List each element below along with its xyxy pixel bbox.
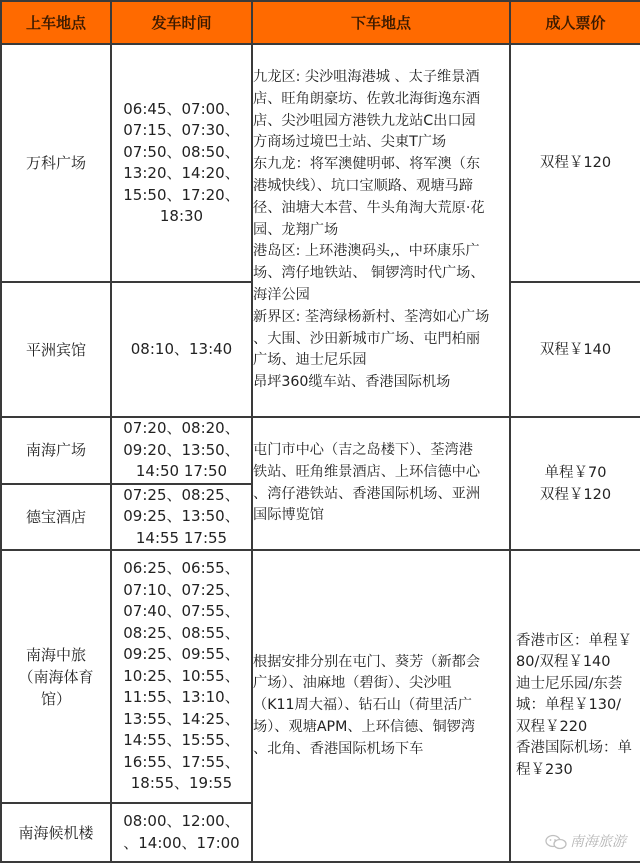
dropoff-line: 、大围、沙田新城市广场、屯門柏丽 [253,330,481,347]
time-line: 15:50、17:20、 [123,185,240,204]
dropoff-line: 店、尖沙咀园方港铁九龙站C出口园 [253,112,476,129]
times-cell [111,550,252,803]
time-line: 07:10、07:25、 [123,580,240,599]
dropoff-line: 屯门市中心（吉之岛楼下）、荃湾港 [253,441,473,458]
pickup-name: 馆） [40,689,71,708]
pickup-cell [1,417,111,484]
time-line: 13:55、14:25、 [123,709,240,728]
dropoff-line: 港岛区: 上环港澳码头,、中环康乐广 [253,243,480,260]
pickup-cell [1,484,111,551]
time-line: 07:40、07:55、 [123,602,240,621]
header-pickup: 上车地点 [1,1,111,44]
pickup-cell [1,44,111,282]
table-row [1,44,640,282]
price-line: 城：单程￥130/ [516,697,622,714]
times-cell [111,484,252,551]
dropoff-line: 广场）、油麻地（碧街）、尖沙咀 [253,675,452,692]
price-cell [510,44,640,282]
pickup-name: 南海中旅 [25,645,86,664]
price-line: 香港国际机场：单 [516,740,632,757]
header-adult-price: 成人票价 [510,1,640,44]
time-line: 07:50、08:50、 [123,142,240,161]
dropoff-line: （K11周大福）、钻石山（荷里活广 [253,697,472,714]
wechat-icon [545,834,567,850]
dropoff-line: 新界区: 荃湾绿杨新村、荃湾如心广场 [253,308,490,325]
time-line: 08:10、13:40 [130,339,233,358]
price-line: 香港市区：单程￥ [516,632,632,649]
pickup-cell [1,282,111,417]
pickup-name: 南海候机楼 [18,823,94,842]
time-line: 08:00、12:00、 [123,812,240,830]
table-row [1,550,640,803]
dropoff-line: 场、湾仔地铁站、 铜锣湾时代广场、 [253,265,485,282]
pickup-cell [1,550,111,803]
time-line: 06:45、07:00、 [123,99,240,118]
price-line: 双程￥220 [516,718,588,735]
time-line: 07:15、07:30、 [123,121,240,139]
pickup-name: 平洲宾馆 [25,340,86,359]
price-line: 双程￥120 [539,486,612,503]
price-line: 单程￥70 [544,464,607,481]
price-line: 程￥230 [516,761,573,778]
time-line: 18:55、19:55 [130,774,233,793]
time-line: 16:55、17:55、 [123,752,240,771]
price-cell [510,282,640,417]
time-line: 14:55、15:55、 [123,731,240,750]
price-line: 双程￥140 [539,341,612,358]
time-line: 14:50 17:50 [135,462,228,480]
dropoff-line: 港城快线）、坑口宝顺路、观塘马蹄 [253,178,473,194]
dropoff-line: 店、旺角朗豪坊、佐敦北海街逸东酒 [253,90,481,107]
time-line: 13:20、14:20、 [123,164,240,182]
watermark-text: 南海旅游 [570,833,626,850]
times-cell [111,803,252,862]
header-row [1,1,640,44]
dropoff-line: 根据安排分别在屯门、葵芳（新都会 [253,653,481,670]
header-departure-time: 发车时间 [111,1,252,44]
dropoff-line: 方商场过境巴士站、尖東T广场 [253,134,447,151]
price-line: 80/双程￥140 [516,654,611,671]
pickup-name: 南海广场 [25,441,86,460]
table-row [1,417,640,484]
dropoff-line: 东九龙：将军澳健明邨、将军澳（东 [253,156,481,173]
dropoff-line: 国际博览馆 [253,507,324,524]
time-line: 09:20、13:50、 [123,440,240,459]
price-line: 迪士尼乐园/东荟 [516,675,623,692]
pickup-name: 万科广场 [25,154,86,172]
dropoff-line: 场）、观塘APM、上环信德、铜锣湾 [253,718,476,735]
times-cell [111,417,252,484]
times-cell [111,282,252,417]
dropoff-line: 铁站、旺角维景酒店、上环信德中心 [253,463,481,480]
times-cell [111,44,252,282]
dropoff-line: 园、龙翔广场 [253,221,339,238]
time-line: 10:25、10:55、 [123,666,240,685]
time-line: 07:20、08:20、 [123,419,240,437]
dropoff-line: 九龙区: 尖沙咀海港城 、太子维景酒 [253,69,480,86]
time-line: 06:25、06:55、 [123,559,240,578]
header-dropoff: 下车地点 [252,1,510,44]
time-line: 09:25、13:50、 [123,507,240,525]
dropoff-line: 昂坪360缆车站、香港国际机场 [253,374,451,391]
time-line: 14:55 17:55 [135,528,228,547]
price-cell [510,417,640,550]
dropoff-line: 、北角、香港国际机场下车 [253,740,424,757]
time-line: 11:55、13:10、 [123,688,240,707]
time-line: 08:25、08:55、 [123,623,240,642]
pickup-cell [1,803,111,862]
dropoff-line: 径、油塘大本营、牛头角淘大荒原·花 [253,199,485,216]
dropoff-line: 广场、迪士尼乐园 [253,352,367,369]
dropoff-line: 、湾仔港铁站、香港国际机场、亚洲 [253,485,481,502]
pickup-name: （南海体育 [18,667,94,686]
pickup-name: 德宝酒店 [25,507,86,526]
dropoff-cell [252,550,510,862]
dropoff-cell [252,417,510,550]
time-line: 、14:00、17:00 [123,833,240,852]
time-line: 18:30 [159,207,204,225]
watermark [545,832,626,854]
time-line: 07:25、08:25、 [123,485,240,504]
price-cell [510,550,640,862]
price-line: 双程￥120 [539,155,612,171]
dropoff-line: 海洋公园 [253,286,310,303]
dropoff-cell [252,44,510,417]
time-line: 09:25、09:55、 [123,645,240,664]
